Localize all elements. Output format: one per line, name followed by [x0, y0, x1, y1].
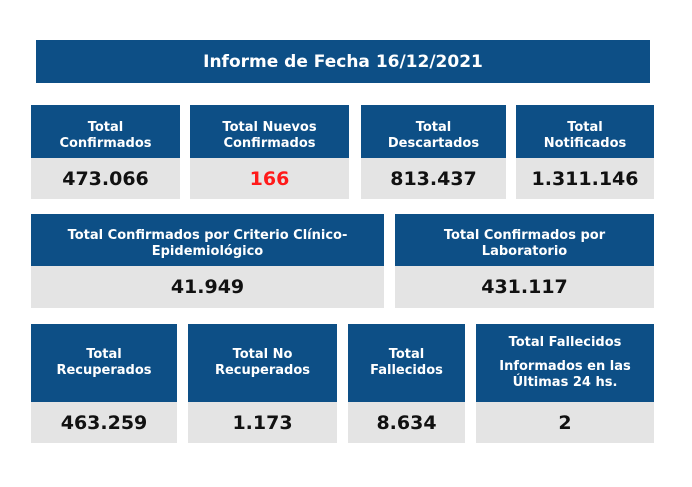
- card-label-group: [476, 324, 654, 402]
- card-value: 473.066: [31, 158, 180, 199]
- card-total-nuevos-confirmados: [190, 105, 349, 199]
- card-total-confirmados: [31, 105, 180, 199]
- card-total-recuperados: [31, 324, 177, 443]
- card-label: Total No Recuperados: [188, 324, 337, 402]
- card-value: 431.117: [395, 266, 654, 308]
- card-label: Total Recuperados: [31, 324, 177, 402]
- card-confirmados-laboratorio: [395, 214, 654, 308]
- card-label: Total Descartados: [361, 105, 506, 158]
- card-total-descartados: [361, 105, 506, 199]
- card-label: Total Confirmados por Laboratorio: [395, 214, 654, 266]
- card-value: 463.259: [31, 402, 177, 443]
- card-total-notificados: [516, 105, 654, 199]
- card-value: 41.949: [31, 266, 384, 308]
- card-value: 813.437: [361, 158, 506, 199]
- card-value: 2: [476, 402, 654, 443]
- card-total-no-recuperados: [188, 324, 337, 443]
- card-sublabel: Informados en las Últimas 24 hs.: [499, 359, 631, 390]
- card-fallecidos-ultimas-24hs: [476, 324, 654, 443]
- card-label: Total Fallecidos: [348, 324, 465, 402]
- card-label: Total Fallecidos: [508, 335, 622, 350]
- card-label: Total Nuevos Confirmados: [190, 105, 349, 158]
- card-value: 1.173: [188, 402, 337, 443]
- card-label: Total Confirmados: [31, 105, 180, 158]
- card-total-fallecidos: [348, 324, 465, 443]
- card-confirmados-criterio-clinico: [31, 214, 384, 308]
- card-value: 1.311.146: [516, 158, 654, 199]
- report-title: Informe de Fecha 16/12/2021: [36, 40, 650, 83]
- card-label: Total Confirmados por Criterio Clínico- Epidemiológico: [31, 214, 384, 266]
- card-value: 166: [190, 158, 349, 199]
- card-value: 8.634: [348, 402, 465, 443]
- card-label: Total Notificados: [516, 105, 654, 158]
